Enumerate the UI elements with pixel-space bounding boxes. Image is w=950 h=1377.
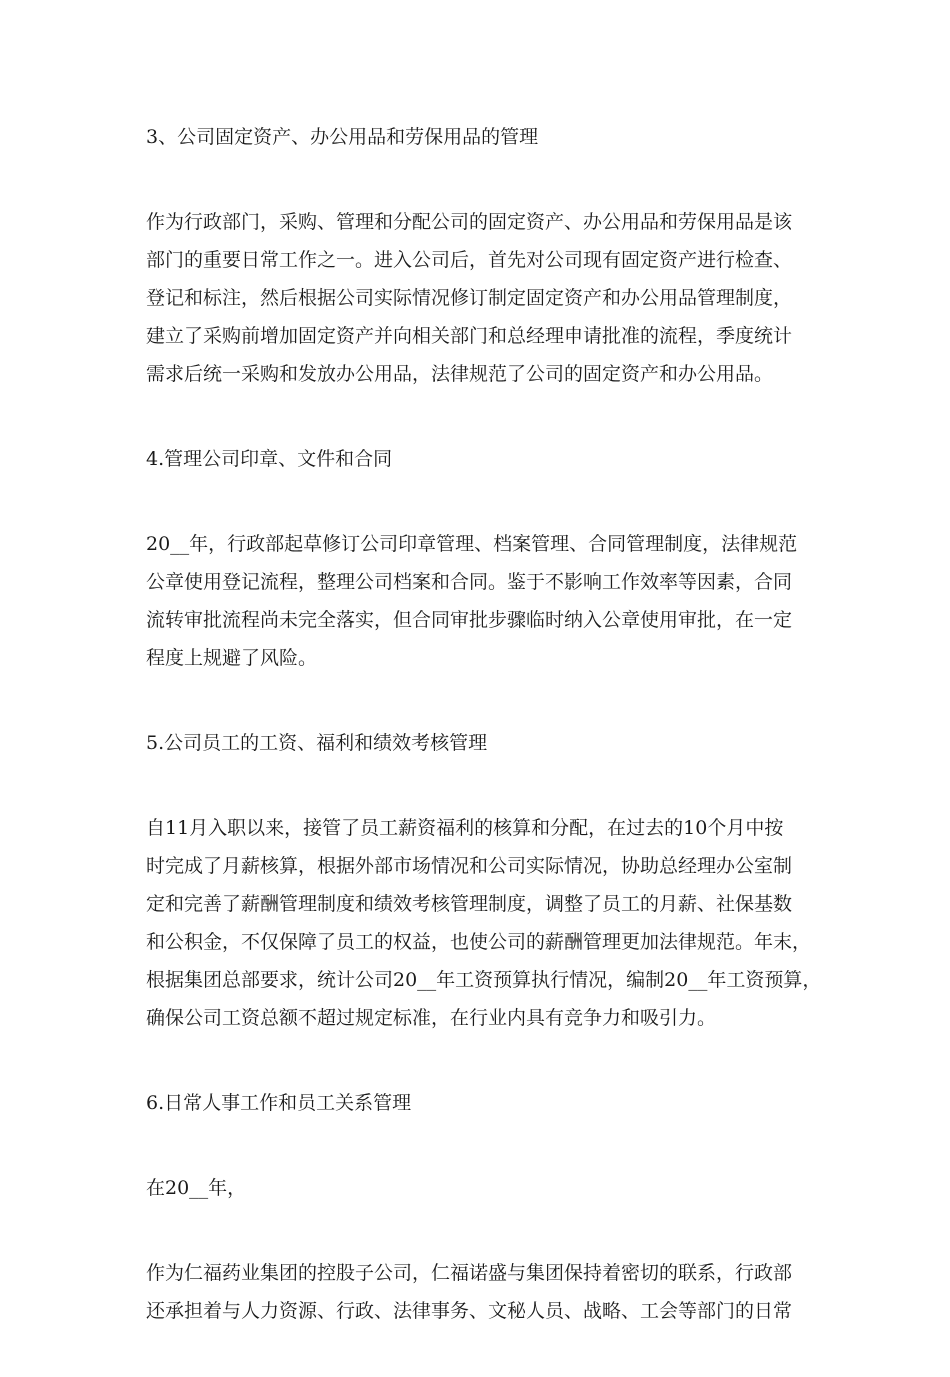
paragraph	[146, 1254, 816, 1330]
section-heading-4: 4.管理公司印章、文件和合同	[146, 448, 393, 470]
section-heading-3: 3、公司固定资产、办公用品和劳保用品的管理	[146, 126, 539, 148]
text-line: 建立了采购前增加固定资产并向相关部门和总经理申请批准的流程，季度统计	[146, 325, 793, 347]
text-line: 确保公司工资总额不超过规定标准，在行业内具有竞争力和吸引力。	[146, 1007, 717, 1029]
text-line: 流转审批流程尚未完全落实，但合同审批步骤临时纳入公章使用审批，在一定	[146, 609, 793, 631]
document-body	[146, 118, 822, 1377]
text-line: 20__年，行政部起草修订公司印章管理、档案管理、合同管理制度，法律规范	[146, 533, 798, 555]
paragraph	[146, 809, 822, 1037]
paragraph	[146, 1169, 816, 1207]
paragraph	[146, 525, 816, 677]
section-heading-6: 6.日常人事工作和员工关系管理	[146, 1092, 412, 1114]
text-line: 部门的重要日常工作之一。进入公司后，首先对公司现有固定资产进行检查、	[146, 249, 793, 271]
text-line: 作为行政部门，采购、管理和分配公司的固定资产、办公用品和劳保用品是该	[146, 211, 793, 233]
text-line: 需求后统一采购和发放办公用品，法律规范了公司的固定资产和办公用品。	[146, 363, 774, 385]
text-line: 还承担着与人力资源、行政、法律事务、文秘人员、战略、工会等部门的日常	[146, 1300, 793, 1322]
text-line: 和公积金，不仅保障了员工的权益，也使公司的薪酬管理更加法律规范。年末，	[146, 931, 812, 953]
text-line: 时完成了月薪核算，根据外部市场情况和公司实际情况，协助总经理办公室制	[146, 855, 793, 877]
text-line: 作为仁福药业集团的控股子公司，仁福诺盛与集团保持着密切的联系，行政部	[146, 1262, 793, 1284]
text-line: 登记和标注，然后根据公司实际情况修订制定固定资产和办公用品管理制度，	[146, 287, 793, 309]
section-heading-5: 5.公司员工的工资、福利和绩效考核管理	[146, 732, 488, 754]
text-line: 根据集团总部要求，统计公司20__年工资预算执行情况，编制20__年工资预算，	[146, 969, 822, 991]
text-line: 在20__年，	[146, 1177, 247, 1199]
paragraph	[146, 203, 816, 393]
text-line: 定和完善了薪酬管理制度和绩效考核管理制度，调整了员工的月薪、社保基数	[146, 893, 793, 915]
text-line: 程度上规避了风险。	[146, 647, 318, 669]
text-line: 自11月入职以来，接管了员工薪资福利的核算和分配，在过去的10个月中按	[146, 817, 784, 839]
text-line: 公章使用登记流程，整理公司档案和合同。鉴于不影响工作效率等因素，合同	[146, 571, 793, 593]
